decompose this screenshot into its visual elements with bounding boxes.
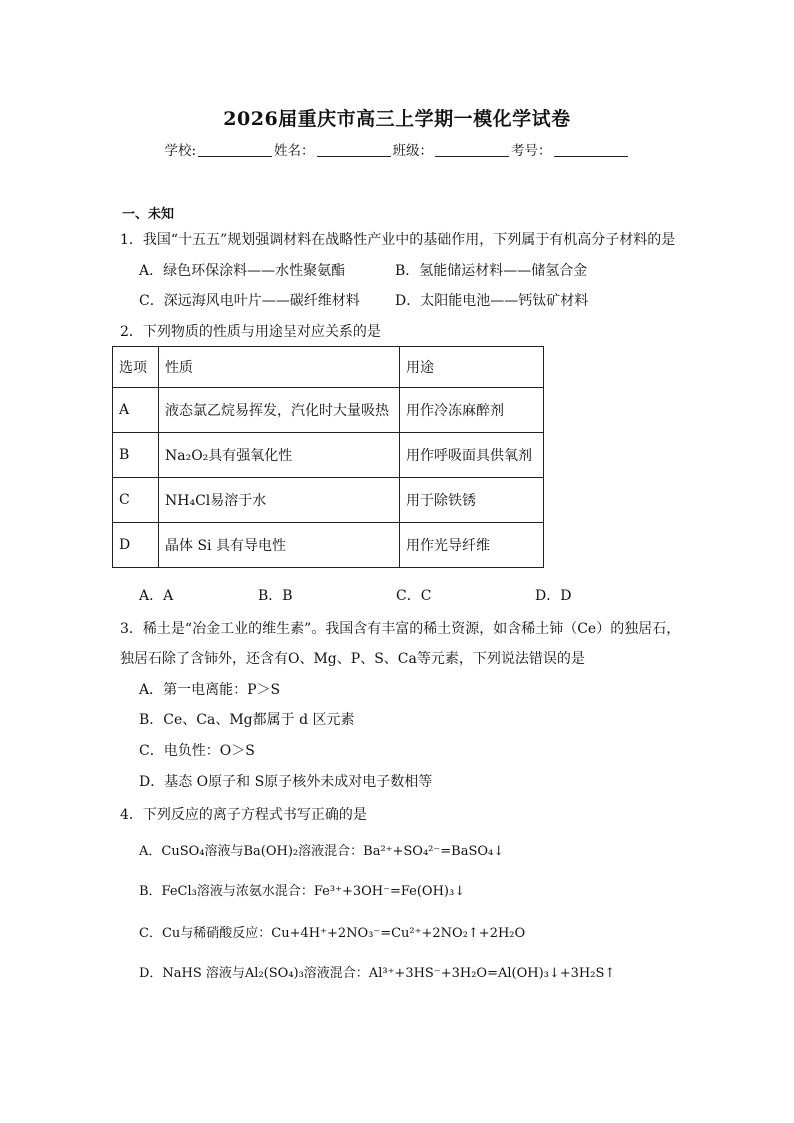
name-blank[interactable] <box>317 144 391 157</box>
question-3-option-c[interactable]: C．电负性：O＞S <box>139 743 255 759</box>
table-cell: 晶体 Si 具有导电性 <box>159 523 400 568</box>
page-title: 2026届重庆市高三上学期一模化学试卷 <box>223 108 571 130</box>
class-label: 班级： <box>392 143 434 159</box>
question-3-option-d[interactable]: D．基态 O原子和 S原子核外未成对电子数相等 <box>139 774 433 790</box>
question-3-option-a[interactable]: A．第一电离能：P＞S <box>139 682 281 698</box>
table-header-cell: 性质 <box>159 347 400 388</box>
table-cell: 用作呼吸面具供氧剂 <box>400 433 544 478</box>
question-1-option-d[interactable]: D．太阳能电池——钙钛矿材料 <box>395 293 589 309</box>
question-1-option-c[interactable]: C．深远海风电叶片——碳纤维材料 <box>139 293 360 309</box>
class-blank[interactable] <box>435 144 509 157</box>
school-blank[interactable] <box>198 144 272 157</box>
question-1-option-a[interactable]: A．绿色环保涂料——水性聚氨酯 <box>139 263 346 279</box>
question-3-stem-line-1: 3．稀土是“冶金工业的维生素”。我国含有丰富的稀土资源，如含稀土铈（Ce）的独居石， <box>120 621 681 637</box>
question-2-table <box>112 346 544 568</box>
name-label: 姓名： <box>274 143 315 159</box>
question-2-option-b[interactable]: B．B <box>258 588 293 604</box>
section-heading: 一、未知 <box>122 207 175 222</box>
question-3-stem-line-2: 独居石除了含铈外，还含有O、Mg、P、S、Ca等元素，下列说法错误的是 <box>120 651 585 667</box>
table-row <box>113 433 544 478</box>
question-4-option-d[interactable]: D．NaHS 溶液与Al₂(SO₄)₃溶液混合：Al³⁺+3HS⁻+3H₂O=Al(OH)₃↓+3H₂S↑ <box>139 966 616 981</box>
question-2-option-d[interactable]: D．D <box>535 588 572 604</box>
table-cell: NH₄Cl易溶于水 <box>159 478 400 523</box>
question-2-option-c[interactable]: C．C <box>396 588 432 604</box>
table-cell: 用作光导纤维 <box>400 523 544 568</box>
question-3-option-b[interactable]: B．Ce、Ca、Mg都属于 d 区元素 <box>139 712 355 728</box>
table-row <box>113 523 544 568</box>
question-1-option-b[interactable]: B．氢能储运材料——储氢合金 <box>395 263 588 279</box>
table-header-cell: 选项 <box>113 347 159 388</box>
question-4-option-c[interactable]: C．Cu与稀硝酸反应：Cu+4H⁺+2NO₃⁻=Cu²⁺+2NO₂↑+2H₂O <box>139 926 526 941</box>
table-cell: D <box>113 523 159 568</box>
question-4-stem: 4．下列反应的离子方程式书写正确的是 <box>120 807 367 823</box>
question-4-option-a[interactable]: A．CuSO₄溶液与Ba(OH)₂溶液混合：Ba²⁺+SO₄²⁻=BaSO₄↓ <box>139 844 505 859</box>
question-1-stem: 1．我国“十五五”规划强调材料在战略性产业中的基础作用，下列属于有机高分子材料的是 <box>120 232 676 248</box>
table-cell: Na₂O₂具有强氧化性 <box>159 433 400 478</box>
table-cell: 液态氯乙烷易挥发，汽化时大量吸热 <box>159 388 400 433</box>
exam-no-label: 考号： <box>511 143 552 159</box>
school-label: 学校: <box>164 143 197 159</box>
table-header-row <box>113 347 544 388</box>
table-row <box>113 388 544 433</box>
table-cell: B <box>113 433 159 478</box>
exam-no-blank[interactable] <box>554 144 628 157</box>
table-cell: 用于除铁锈 <box>400 478 544 523</box>
table-cell: 用作冷冻麻醉剂 <box>400 388 544 433</box>
table-row <box>113 478 544 523</box>
student-info-line <box>0 139 794 159</box>
table-cell: A <box>113 388 159 433</box>
table-cell: C <box>113 478 159 523</box>
question-4-option-b[interactable]: B．FeCl₃溶液与浓氨水混合：Fe³⁺+3OH⁻=Fe(OH)₃↓ <box>139 884 466 899</box>
question-2-option-a[interactable]: A．A <box>139 588 174 604</box>
table-header-cell: 用途 <box>400 347 544 388</box>
question-2-stem: 2．下列物质的性质与用途呈对应关系的是 <box>120 324 381 340</box>
